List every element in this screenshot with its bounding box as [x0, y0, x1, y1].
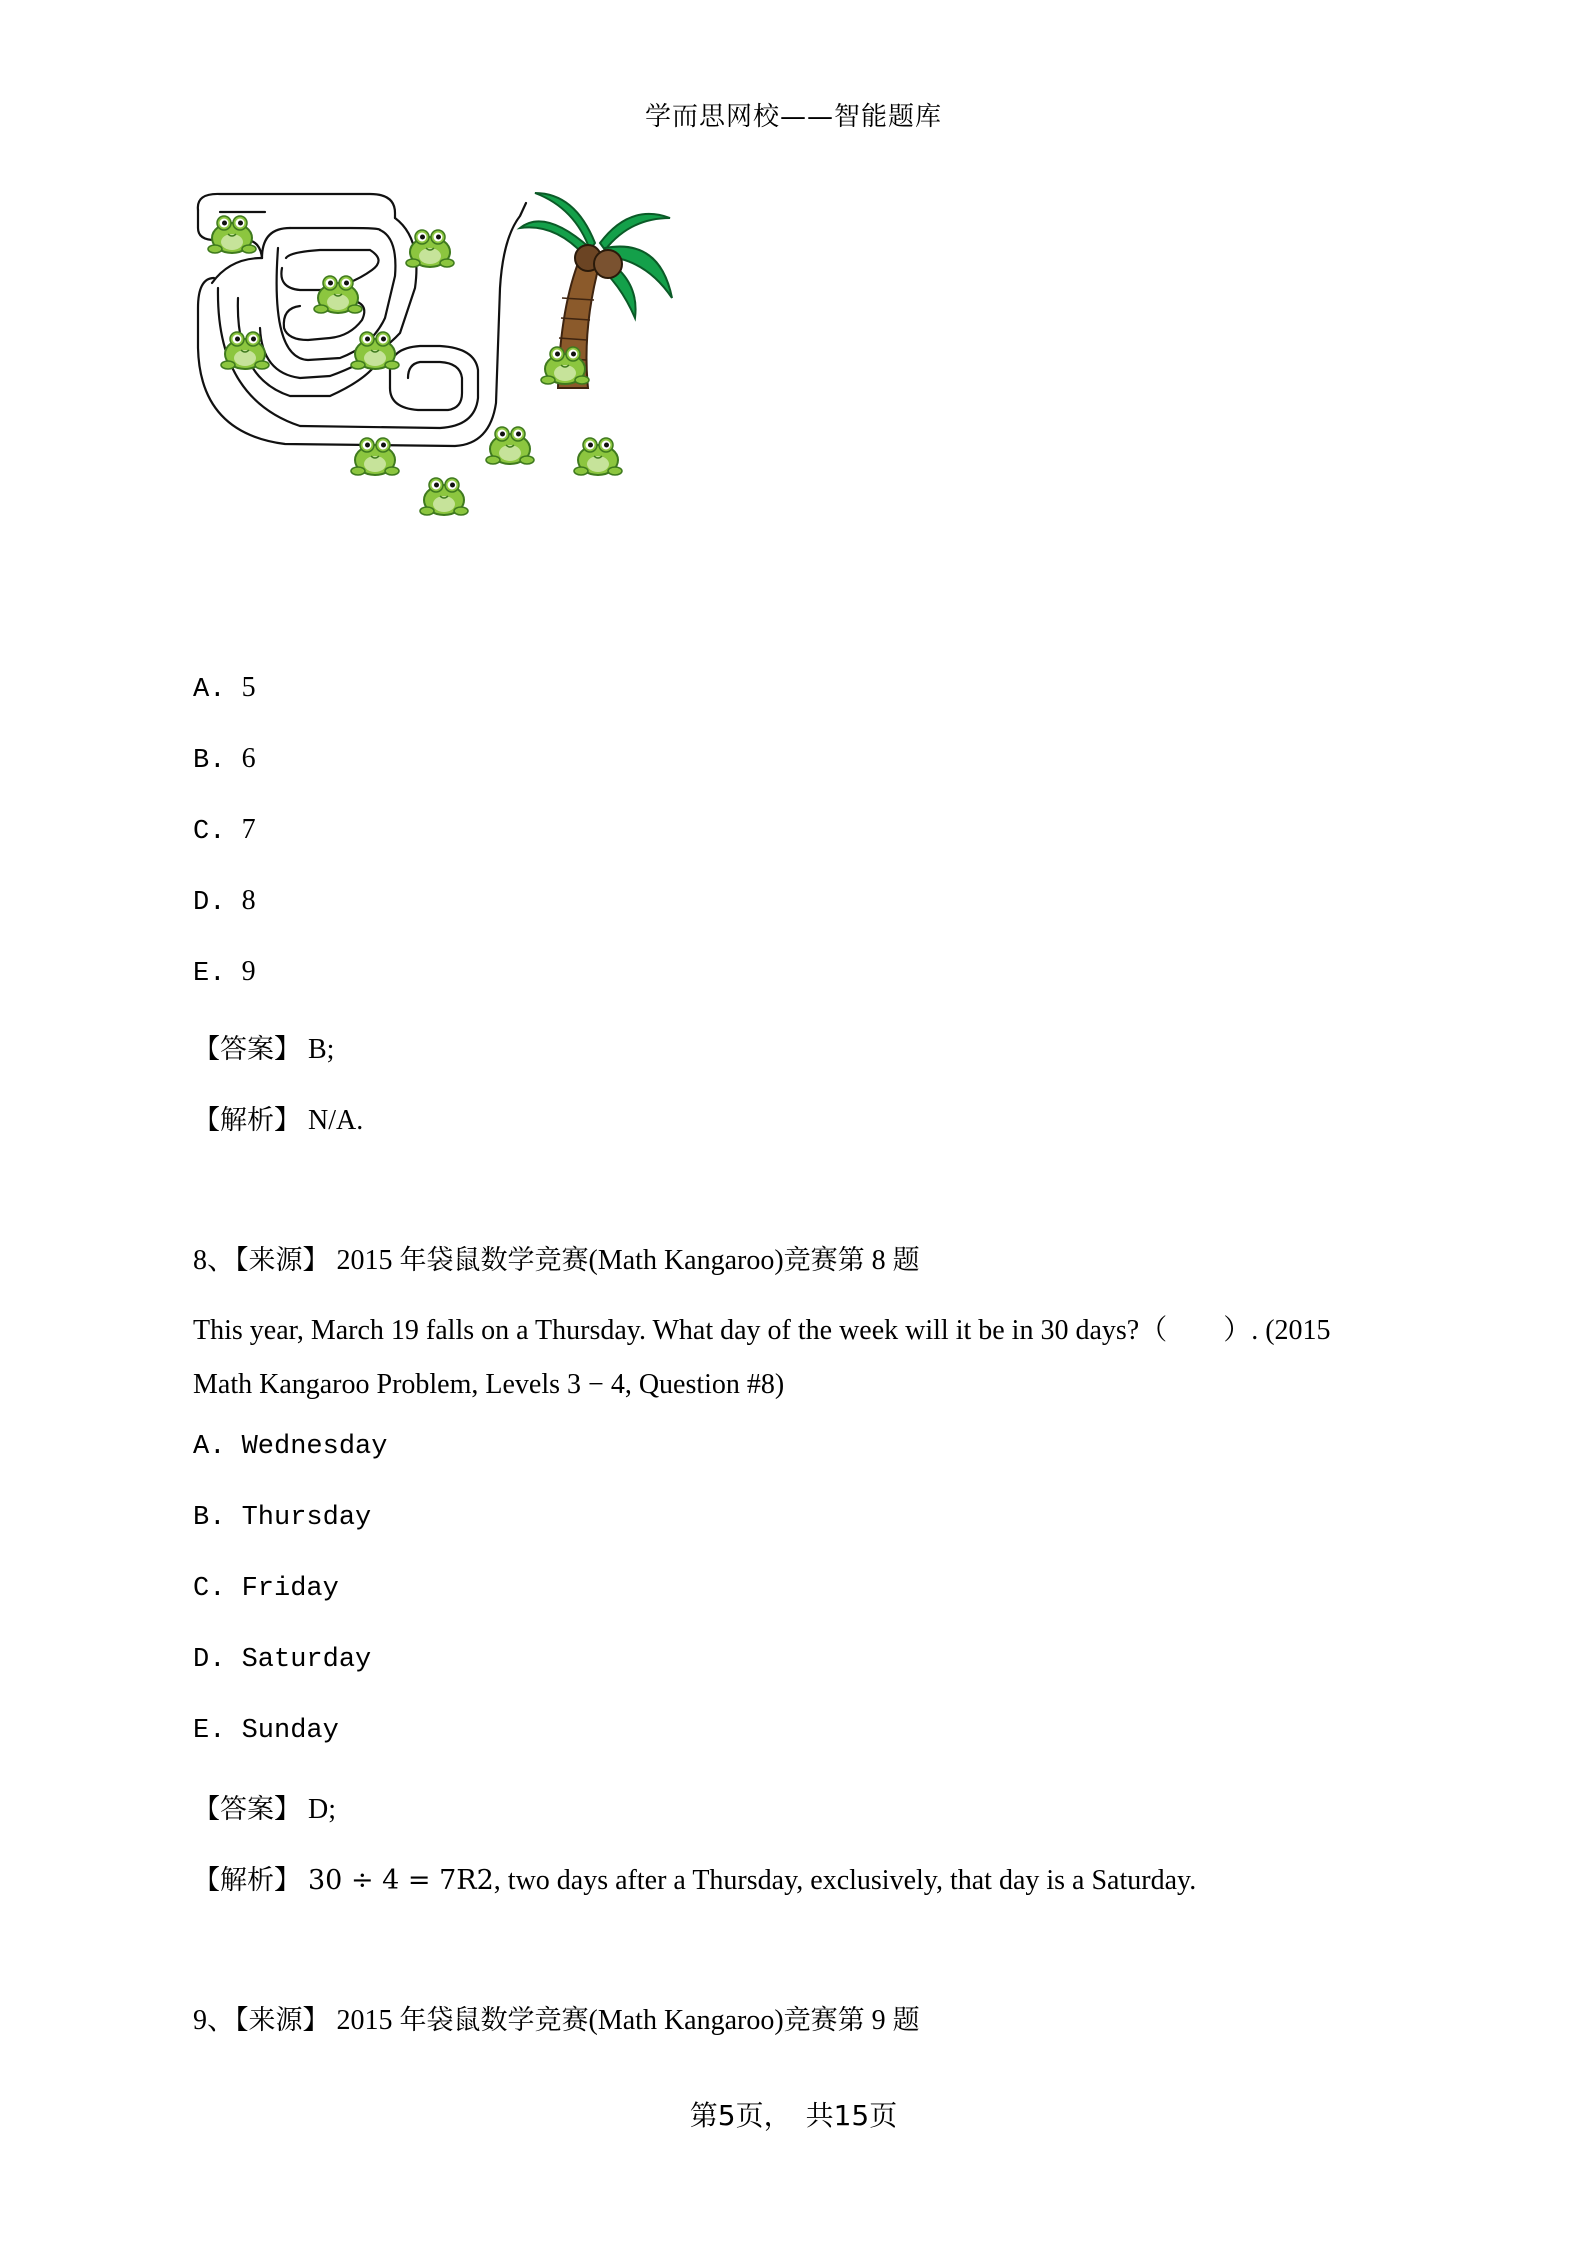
page-footer: 第5页， 共15页	[689, 2099, 898, 2132]
q7-option-a: A. 5	[193, 672, 256, 705]
q7-option-e: E. 9	[193, 956, 256, 989]
q8-option-b: B. Thursday	[193, 1503, 372, 1533]
q7-option-d: D. 8	[193, 885, 256, 918]
q8-answer: 【答案】 D;	[193, 1794, 336, 1825]
q8-source: 8、【来源】 2015 年袋鼠数学竞赛(Math Kangaroo)竞赛第 8 题	[193, 1245, 920, 1276]
frog-icon	[208, 216, 256, 253]
q7-answer: 【答案】 B;	[193, 1034, 335, 1065]
frog-icon	[420, 478, 468, 515]
q7-option-b: B. 6	[193, 743, 256, 776]
q8-option-e: E. Sunday	[193, 1716, 339, 1746]
frog-icon	[574, 438, 622, 475]
frog-icon	[351, 438, 399, 475]
frog-icon	[314, 276, 362, 313]
frog-icon	[406, 230, 454, 267]
q8-question-line2: Math Kangaroo Problem, Levels 3 − 4, Question #8)	[193, 1369, 785, 1400]
q8-analysis: 【解析】 30 ÷ 4 = 7R2, two days after a Thursday, exclusively, that day is a Saturday.	[193, 1865, 1197, 1896]
q7-analysis: 【解析】 N/A.	[193, 1105, 364, 1136]
q8-question-text	[193, 1304, 1393, 1412]
frog-icon	[351, 332, 399, 369]
maze-frog-illustration	[190, 188, 700, 644]
q8-question-line1: This year, March 19 falls on a Thursday. What day of the week will it be in 30 days?（ ）. (2015	[193, 1315, 1331, 1346]
q7-option-c: C. 7	[193, 814, 256, 847]
q9-source: 9、【来源】 2015 年袋鼠数学竞赛(Math Kangaroo)竞赛第 9 题	[193, 2005, 920, 2036]
palm-tree-icon	[520, 193, 672, 388]
q8-option-c: C. Friday	[193, 1574, 339, 1604]
q8-option-d: D. Saturday	[193, 1645, 372, 1675]
page-header: 学而思网校——智能题库	[644, 102, 942, 132]
frog-icon	[486, 427, 534, 464]
q8-option-a: A. Wednesday	[193, 1432, 388, 1462]
